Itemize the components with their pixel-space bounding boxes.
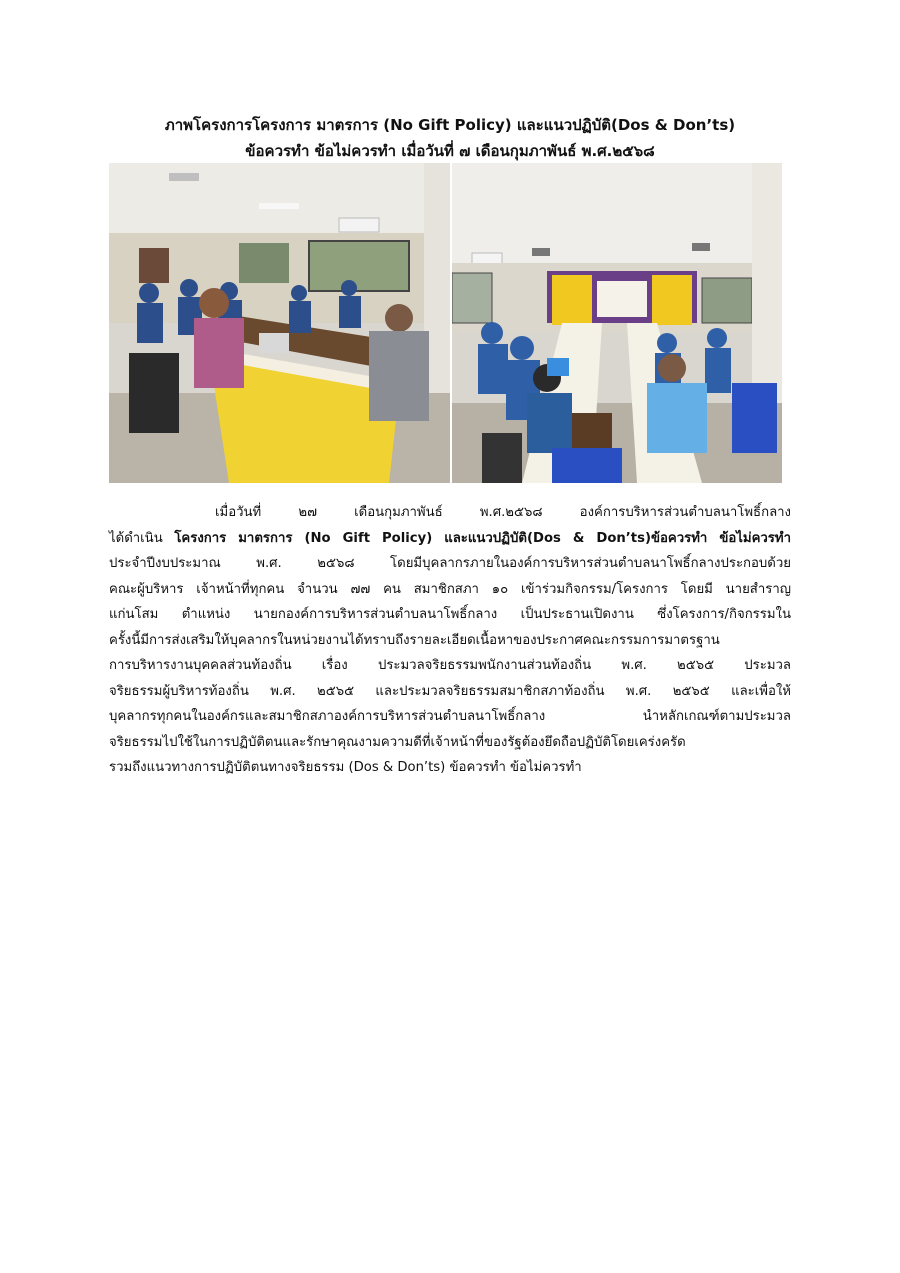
body-paragraph — [109, 500, 791, 781]
body-line-2-prefix: ได้ดำเนิน — [109, 530, 175, 546]
body-line-1: เมื่อวันที่ ๒๗ เดือนกุมภาพันธ์ พ.ศ.๒๕๖๘ องค์การบริหารส่วนตำบลนาโพธิ์กลาง — [215, 505, 791, 520]
body-line-9: บุคลากรทุกคนในองค์กรและสมาชิกสภาองค์การบริหารส่วนตำบลนาโพธิ์กลาง นำหลักเกณฑ์ตามประมวล — [109, 709, 791, 724]
photo-collage — [109, 163, 782, 483]
meeting-photo-right-image — [452, 163, 782, 483]
body-line-7: การบริหารงานบุคคลส่วนท้องถิ่น เรื่อง ประมวลจริยธรรมพนักงานส่วนท้องถิ่น พ.ศ. ๒๕๖๕ ประมวล — [109, 658, 791, 673]
body-line-6: ครั้งนี้มีการส่งเสริมให้บุคลากรในหน่วยงานได้ทราบถึงรายละเอียดเนื้อหาของประกาศคณะกรรมการมาตรฐาน — [109, 632, 720, 648]
body-line-8: จริยธรรมผู้บริหารท้องถิ่น พ.ศ. ๒๕๖๕ และประมวลจริยธรรมสมาชิกสภาท้องถิ่น พ.ศ. ๒๕๖๕ และเพื่อให้ — [109, 683, 791, 699]
body-line-4: คณะผู้บริหาร เจ้าหน้าที่ทุกคน จำนวน ๗๗ คน สมาชิกสภา ๑๐ เข้าร่วมกิจกรรม/โครงการ โดยมี นายสำราญ — [109, 581, 791, 597]
body-line-10: จริยธรรมไปใช้ในการปฏิบัติตนและรักษาคุณงามความดีที่เจ้าหน้าที่ของรัฐต้องยึดถือปฏิบัติโดยเคร่งครัด — [109, 734, 686, 750]
body-line-11: รวมถึงแนวทางการปฏิบัติตนทางจริยธรรม (Dos & Don’ts) ข้อควรทำ ข้อไม่ควรทำ — [109, 760, 582, 775]
meeting-photo-left — [109, 163, 450, 483]
document-title-line-2: ข้อควรทำ ข้อไม่ควรทำ เมื่อวันที่ ๗ เดือนกุมภาพันธ์ พ.ศ.๒๕๖๘ — [245, 142, 655, 160]
project-name-bold: โครงการ มาตรการ (No Gift Policy) และแนวปฏิบัติ(Dos & Don’ts)ข้อควรทำ ข้อไม่ควรทำ — [174, 530, 791, 546]
body-line-5: แก่นโสม ตำแหน่ง นายกองค์การบริหารส่วนตำบลนาโพธิ์กลาง เป็นประธานเปิดงาน ซึ่งโครงการ/กิจกรรมใน — [109, 607, 791, 622]
body-line-2 — [109, 526, 791, 552]
meeting-photo-right — [452, 163, 782, 483]
document-title-line-1: ภาพโครงการโครงการ มาตรการ (No Gift Policy) และแนวปฏิบัติ(Dos & Don’ts) — [164, 116, 736, 134]
body-line-3: ประจำปีงบประมาณ พ.ศ. ๒๕๖๘ โดยมีบุคลากรภายในองค์การบริหารส่วนตำบลนาโพธิ์กลางประกอบด้วย — [109, 556, 791, 571]
meeting-photo-left-image — [109, 163, 450, 483]
